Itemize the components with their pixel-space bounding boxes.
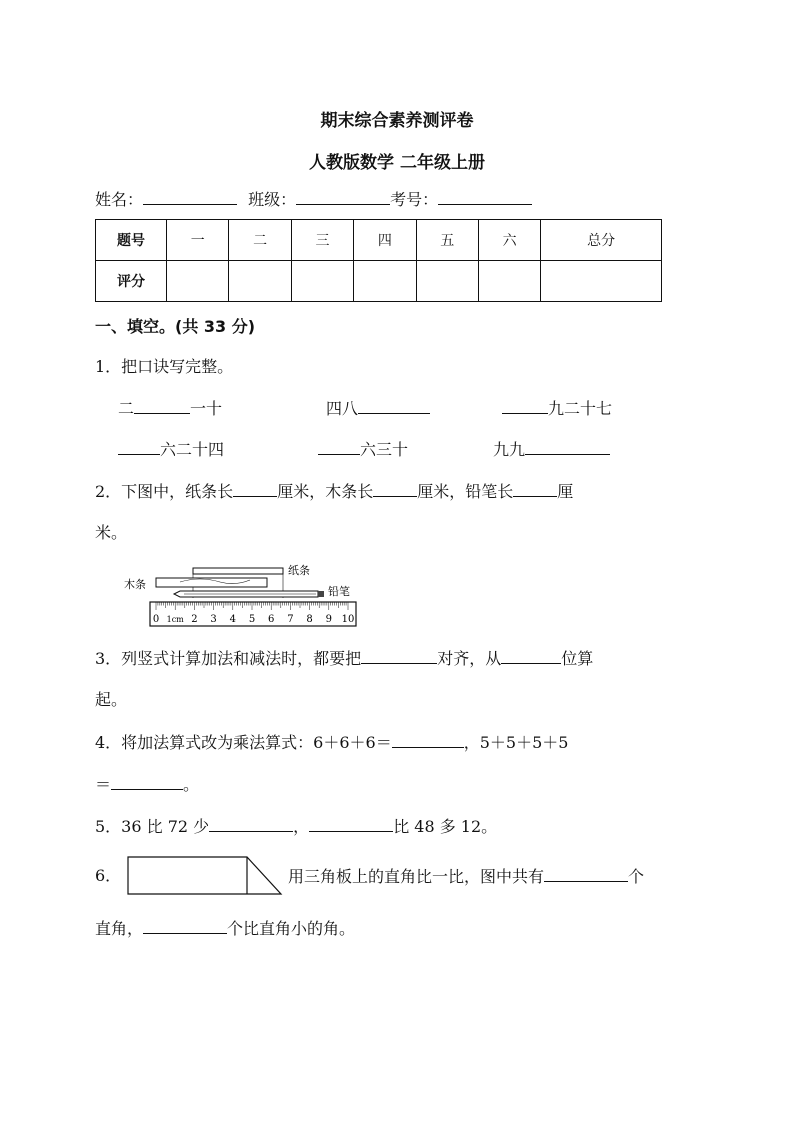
question-3-line1 xyxy=(95,647,593,670)
q3-text-b: 对齐，从 xyxy=(437,649,502,668)
ruler-number: 4 xyxy=(229,614,236,625)
ruler-number: 5 xyxy=(248,614,256,625)
paper-strip-label: 纸条 xyxy=(288,564,310,577)
answer-blank[interactable] xyxy=(111,773,183,790)
table-row xyxy=(96,261,662,302)
q1-item-c xyxy=(502,397,612,420)
question-2-line1 xyxy=(95,480,573,503)
answer-blank[interactable] xyxy=(134,397,190,414)
question-2-line2: 米。 xyxy=(95,523,128,542)
question-4-line2 xyxy=(95,773,199,796)
answer-blank[interactable] xyxy=(502,397,548,414)
q3-text-a: 3．列竖式计算加法和减法时，都要把 xyxy=(95,649,362,668)
q1-e-after: 六三十 xyxy=(360,440,409,459)
ruler-number: 7 xyxy=(287,614,294,625)
answer-blank[interactable] xyxy=(309,815,393,832)
exam-no-field[interactable] xyxy=(438,188,532,205)
question-3-line2: 起。 xyxy=(95,690,128,709)
q1-item-a xyxy=(118,397,222,420)
exam-no-label: 考号： xyxy=(390,190,439,209)
table-cell: 题号 xyxy=(96,220,167,261)
table-cell: 四 xyxy=(354,220,416,261)
table-row xyxy=(96,220,662,261)
score-input-cell[interactable] xyxy=(354,261,416,302)
table-cell: 五 xyxy=(416,220,478,261)
q1-b-text: 四八 xyxy=(326,399,359,418)
answer-blank[interactable] xyxy=(118,438,160,455)
ruler-number: 8 xyxy=(306,614,313,625)
q6-text-c: 直角， xyxy=(95,919,144,938)
q4-text-c: ＝ xyxy=(95,775,112,794)
q1-f-text: 九九 xyxy=(493,440,526,459)
student-info-row xyxy=(95,188,532,211)
answer-blank[interactable] xyxy=(513,480,557,497)
q5-text-c: 比 48 多 12。 xyxy=(393,817,498,836)
question-1-prompt: 1．把口诀写完整。 xyxy=(95,357,234,376)
paper-strip xyxy=(193,568,283,574)
score-input-cell[interactable] xyxy=(167,261,229,302)
q2-text-b: 厘米，木条长 xyxy=(277,482,374,501)
answer-blank[interactable] xyxy=(143,917,227,934)
q2-text-d: 厘 xyxy=(557,482,574,501)
page-subtitle: 人教版数学 二年级上册 xyxy=(309,153,485,173)
score-input-cell[interactable] xyxy=(478,261,540,302)
score-table xyxy=(95,219,662,302)
pencil-label: 铅笔 xyxy=(328,585,350,598)
q1-a-after: 一十 xyxy=(190,399,223,418)
ruler-number: 3 xyxy=(210,614,217,625)
q1-item-d xyxy=(118,438,224,461)
question-6-line2 xyxy=(95,917,355,940)
q3-text-c: 位算 xyxy=(561,649,594,668)
q5-text-a: 5．36 比 72 少 xyxy=(95,817,210,836)
answer-blank[interactable] xyxy=(318,438,360,455)
question-4-line1 xyxy=(95,731,568,754)
trapezoid-figure xyxy=(127,856,283,896)
trapezoid-shape xyxy=(128,857,281,894)
ruler-number: 9 xyxy=(325,614,332,625)
q6-text-b: 个 xyxy=(628,867,645,886)
q1-item-b xyxy=(326,397,430,420)
q6-text-a: 用三角板上的直角比一比，图中共有 xyxy=(288,867,545,886)
question-6-line1 xyxy=(288,865,644,888)
class-label: 班级： xyxy=(248,190,297,209)
q1-a-text: 二 xyxy=(118,399,135,418)
q1-d-after: 六二十四 xyxy=(160,440,225,459)
q1-item-f xyxy=(493,438,610,461)
name-label: 姓名： xyxy=(95,190,144,209)
ruler-number: 10 xyxy=(341,614,355,625)
answer-blank[interactable] xyxy=(373,480,417,497)
ruler-figure xyxy=(120,558,360,628)
q4-text-b: ，5＋5＋5＋5 xyxy=(463,733,569,752)
ruler-number: 6 xyxy=(268,614,275,625)
table-cell: 六 xyxy=(478,220,540,261)
answer-blank[interactable] xyxy=(358,397,430,414)
q1-c-after: 九二十七 xyxy=(548,399,613,418)
q2-text-a: 2．下图中，纸条长 xyxy=(95,482,234,501)
q2-text-c: 厘米，铅笔长 xyxy=(417,482,514,501)
table-cell: 评分 xyxy=(96,261,167,302)
answer-blank[interactable] xyxy=(392,731,464,748)
table-cell: 总分 xyxy=(541,220,662,261)
q4-text-d: 。 xyxy=(183,775,200,794)
table-cell: 二 xyxy=(229,220,291,261)
score-input-cell[interactable] xyxy=(416,261,478,302)
table-cell: 三 xyxy=(291,220,353,261)
question-5 xyxy=(95,815,497,838)
answer-blank[interactable] xyxy=(209,815,293,832)
wood-strip xyxy=(156,578,267,587)
q6-text-d: 个比直角小的角。 xyxy=(227,919,356,938)
answer-blank[interactable] xyxy=(525,438,610,455)
answer-blank[interactable] xyxy=(501,647,561,664)
q4-text-a: 4．将加法算式改为乘法算式：6＋6＋6＝ xyxy=(95,733,392,752)
ruler-number: 2 xyxy=(191,614,198,625)
wood-strip-label: 木条 xyxy=(124,578,146,591)
name-field[interactable] xyxy=(143,188,237,205)
answer-blank[interactable] xyxy=(361,647,437,664)
score-input-cell[interactable] xyxy=(541,261,662,302)
q1-item-e xyxy=(318,438,408,461)
ruler-number: 1cm xyxy=(166,615,184,624)
page-title: 期末综合素养测评卷 xyxy=(320,111,474,131)
answer-blank[interactable] xyxy=(544,865,628,882)
class-field[interactable] xyxy=(296,188,390,205)
pencil-eraser xyxy=(318,591,324,597)
q5-text-b: ， xyxy=(293,817,310,836)
answer-blank[interactable] xyxy=(233,480,277,497)
section-title: 一、填空。(共 33 分) xyxy=(95,317,256,336)
ruler-number: 0 xyxy=(152,614,160,625)
score-input-cell[interactable] xyxy=(291,261,353,302)
table-cell: 一 xyxy=(167,220,229,261)
question-6-number: 6． xyxy=(95,866,122,885)
score-input-cell[interactable] xyxy=(229,261,291,302)
